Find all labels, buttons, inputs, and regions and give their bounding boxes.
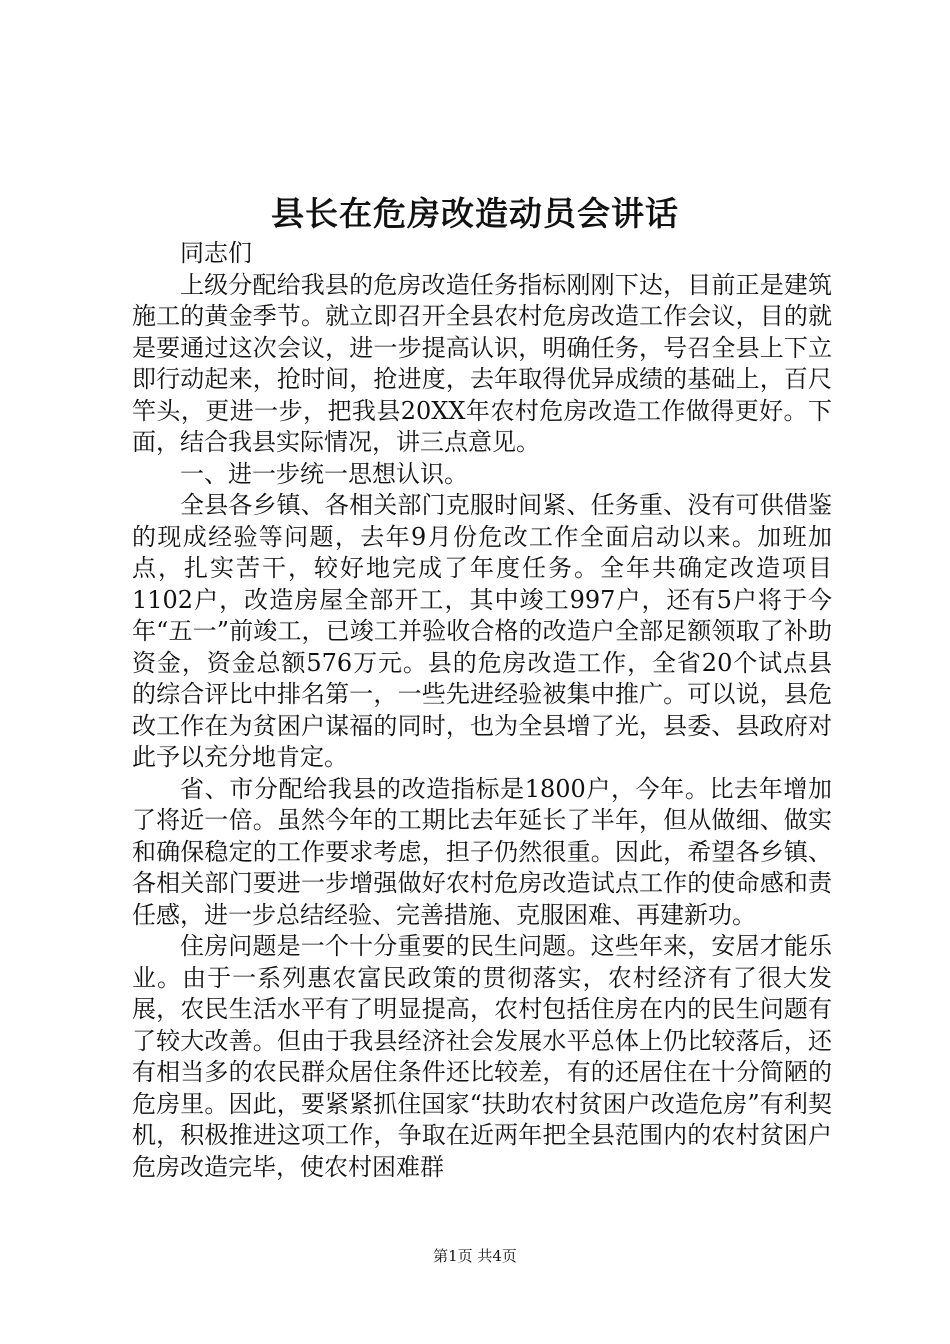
- body-paragraph: 省、市分配给我县的改造指标是1800户，今年。比去年增加了将近一倍。虽然今年的工期比去年延长了半年，但从做细、做实和确保稳定的工作要求考虑，担子仍然很重。因此，希望各乡镇、各相关部门要进一步增强做好农村危房改造试点工作的使命感和责任感，进一步总结经验、完善措施、克服困难、再建新功。: [132, 774, 832, 929]
- body-paragraph: 住房问题是一个十分重要的民生问题。这些年来，安居才能乐业。由于一系列惠农富民政策的贯彻落实，农村经济有了很大发展，农民生活水平有了明显提高，农村包括住房在内的民生问题有了较大改善。但由于我县经济社会发展水平总体上仍比较落后，还有相当多的农民群众居住条件还比较差，有的还居住在十分简陋的危房里。因此，要紧紧抓住国家“扶助农村贫困户改造危房”有利契机，积极推进这项工作，争取在近两年把全县范围内的农村贫困户危房改造完毕，使农村困难群: [132, 932, 832, 1181]
- document-title: 县长在危房改造动员会讲话: [271, 194, 679, 233]
- body-paragraph: 上级分配给我县的危房改造任务指标刚刚下达，目前正是建筑施工的黄金季节。就立即召开全县农村危房改造工作会议，目的就是要通过这次会议，进一步提高认识，明确任务，号召全县上下立即行动起来，抢时间，抢进度，去年取得优异成绩的基础上，百尺竿头，更进一步，把我县20XX年农村危房改造工作做得更好。下面，结合我县实际情况，讲三点意见。: [132, 270, 832, 456]
- document-body: [132, 238, 832, 1183]
- salutation-paragraph: 同志们: [180, 239, 252, 267]
- body-paragraph: 全县各乡镇、各相关部门克服时间紧、任务重、没有可供借鉴的现成经验等问题，去年9月份危改工作全面启动以来。加班加点，扎实苦干，较好地完成了年度任务。全年共确定改造项目1102户，改造房屋全部开工，其中竣工997户，还有5户将于今年“五一”前竣工，已竣工并验收合格的改造户全部足额领取了补助资金，资金总额576万元。县的危房改造工作，全省20个试点县的综合评比中排名第一，一些先进经验被集中推广。可以说，县危改工作在为贫困户谋福的同时，也为全县增了光，县委、县政府对此予以充分地肯定。: [132, 491, 832, 771]
- page-number-footer: 第1页 共4页: [433, 1247, 517, 1265]
- section-heading: 一、进一步统一思想认识。: [180, 459, 468, 488]
